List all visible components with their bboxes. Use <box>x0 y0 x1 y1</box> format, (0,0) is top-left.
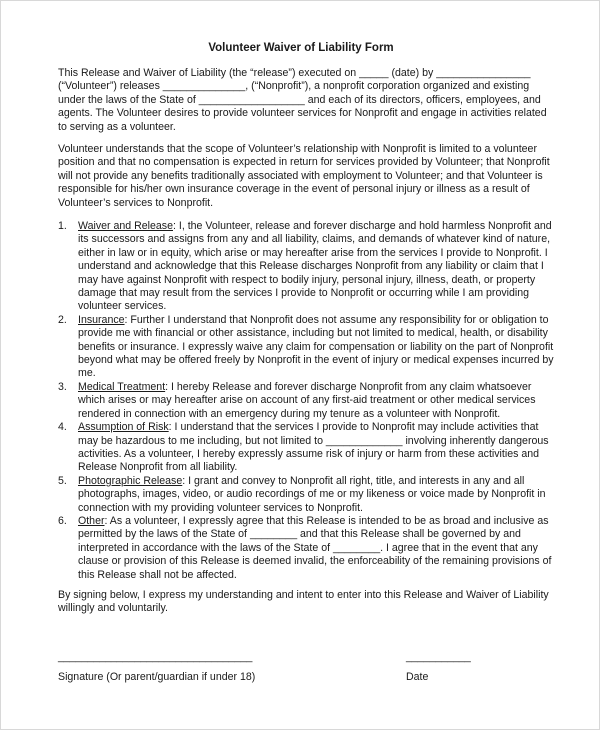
signing-paragraph: By signing below, I express my understanding and intent to enter into this Release and Waiver of Liability willingly and voluntarily. <box>58 589 549 615</box>
clause-heading: Insurance <box>78 313 125 326</box>
clause-text: : I grant and convey to Nonprofit all right, title, and interests in any and all photographs, images, video, or audio recordings of me or my likeness or voice made by Nonprofit in connection with my providing volunteer services to Nonprofit. <box>78 474 546 514</box>
clause-number: 3. <box>58 380 67 393</box>
clause-heading: Assumption of Risk <box>78 421 169 434</box>
signature-line[interactable]: _________________________________ <box>58 651 253 663</box>
list-item <box>58 515 558 582</box>
clause-heading: Other <box>78 514 105 527</box>
clause-text: : I understand that the services I provide to Nonprofit may include activities that may be hazardous to me including, but not limited to _____________ involving inherently dangerous activities. As a volunteer, I hereby expressly assume risk of injury or harm from these activities and Release Nonprofit from all liability. <box>78 421 549 474</box>
clause-text: : Further I understand that Nonprofit does not assume any responsibility for or obligation to provide me with financial or other assistance, including but not limited to medical, health, or disability benefits or insurance. I expressly waive any claim for compensation or liability on the part of Nonprofit beyond what may be offered freely by Nonprofit in the event of injury or medical expenses incurred by me. <box>78 313 554 380</box>
clause-number: 5. <box>58 474 67 487</box>
clause-text: : I, the Volunteer, release and forever discharge and hold harmless Nonprofit and its successors and assigns from any and all liability, claims, and demands of whatever kind of nature, either in law or in equity, which arise or may hereafter arise from the services I provide to Nonprofit. I understand and acknowledge that this Release discharges Nonprofit from any liability or claim that I may have against Nonprofit with respect to bodily injury, personal injury, illness, death, or property damage that may result from the services I provide to Nonprofit or occurring while I am providing volunteer services. <box>78 220 552 313</box>
clause-number: 4. <box>58 421 67 434</box>
clause-number: 1. <box>58 220 67 232</box>
list-item <box>58 220 558 314</box>
clause-number: 6. <box>58 514 67 527</box>
clause-number: 2. <box>58 313 67 326</box>
list-item <box>58 475 558 515</box>
signature-label: Signature (Or parent/guardian if under 18) <box>58 671 256 683</box>
scope-paragraph: Volunteer understands that the scope of Volunteer’s relationship with Nonprofit is limited to a volunteer position and that no compensation is expected in return for services provided by Volunteer; that Nonprofit will not provide any benefits traditionally associated with employment to Volunteer; and that Volunteer is responsible for his/her own insurance coverage in the event of personal injury or illness as a result of Volunteer’s services to Nonprofit. <box>58 143 550 209</box>
clause-text: : As a volunteer, I expressly agree that this Release is intended to be as broad and inclusive as permitted by the laws of the State of ________ and that this Release shall be governed by and interpreted in accordance with the laws of the State of ________. I agree that in the event that any clause or provision of this Release is deemed invalid, the enforceability of the remaining provisions of this Release shall not be affected. <box>78 514 552 581</box>
list-item <box>58 381 558 421</box>
list-item <box>58 314 558 381</box>
clause-heading: Waiver and Release <box>78 220 173 232</box>
date-label: Date <box>406 671 429 683</box>
clause-heading: Photographic Release <box>78 474 183 487</box>
list-item <box>58 421 558 475</box>
clauses-list <box>58 220 558 582</box>
clause-text: : I hereby Release and forever discharge Nonprofit from any claim whatsoever which arises or may hereafter arise on account of any first-aid treatment or other medical services rendered in connection with an emergency during my tenure as a volunteer with Nonprofit. <box>78 380 536 420</box>
clause-heading: Medical Treatment <box>78 380 166 393</box>
intro-paragraph: This Release and Waiver of Liability (the “release”) executed on _____ (date) by ________________ (“Volunteer”) releases ______________, (“Nonprofit”), a nonprofit corporation organized and existing under the laws of the State of __________________ and each of its directors, officers, employees, and agents. The Volunteer desires to provide volunteer services for Nonprofit and engage in activities related to serving as a volunteer. <box>58 67 547 133</box>
form-title: Volunteer Waiver of Liability Form <box>208 42 394 54</box>
date-line[interactable]: ___________ <box>406 651 471 663</box>
